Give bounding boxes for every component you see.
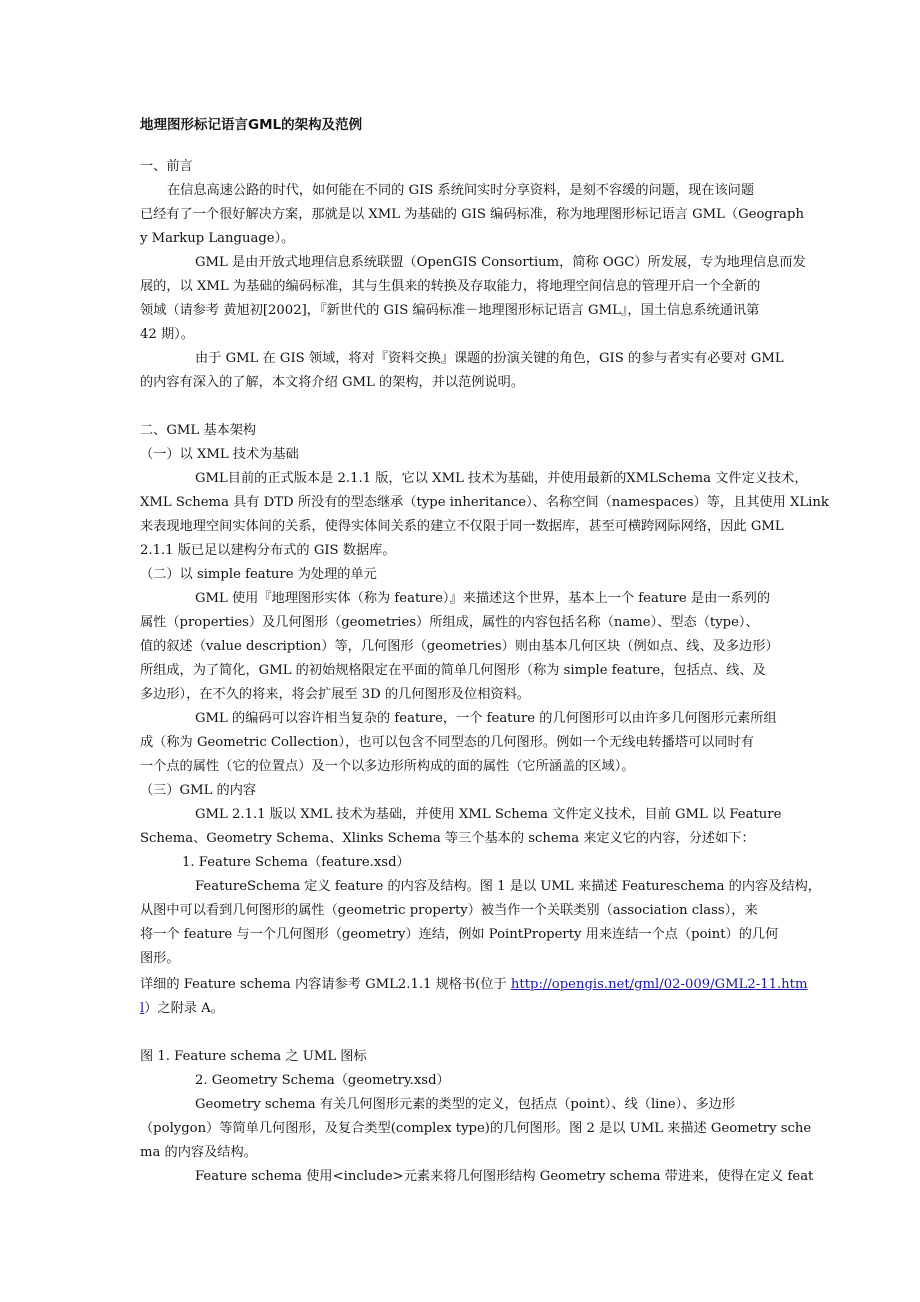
section-heading: （二）以 simple feature 为处理的单元 [140, 567, 377, 582]
paragraph-line: ma 的内容及结构。 [140, 1145, 257, 1160]
paragraph-line: 42 期）。 [140, 327, 194, 342]
paragraph-line: 从图中可以看到几何图形的属性（geometric property）被当作一个关联类别（association class），来 [140, 903, 758, 918]
paragraph-line: 图形。 [140, 951, 180, 966]
paragraph-line: 属性（properties）及几何图形（geometries）所组成，属性的内容包括名称（name）、型态（type）、 [140, 615, 759, 630]
figure-caption: 图 1. Feature schema 之 UML 图标 [140, 1049, 367, 1064]
paragraph-line: 所组成，为了简化，GML 的初始规格限定在平面的简单几何图形（称为 simple feature，包括点、线、及 [140, 663, 766, 678]
paragraph-line: GML 使用『地理图形实体（称为 feature）』来描述这个世界，基本上一个 feature 是由一系列的 [195, 591, 771, 606]
paragraph-line: Feature schema 使用<include>元素来将几何图形结构 Geometry schema 带进来，使得在定义 feat [195, 1169, 814, 1184]
paragraph-line: 由于 GML 在 GIS 领域，将对『资料交换』课题的扮演关键的角色，GIS 的参与者实有必要对 GML [195, 351, 784, 366]
section-heading: 2. Geometry Schema（geometry.xsd） [195, 1073, 450, 1088]
section-heading: （一）以 XML 技术为基础 [140, 447, 299, 462]
paragraph-line: 值的叙述（value description）等，几何图形（geometries）则由基本几何区块（例如点、线、及多边形） [140, 639, 779, 654]
document-title: 地理图形标记语言GML的架构及范例 [140, 117, 363, 133]
paragraph-line: 多边形），在不久的将来，将会扩展至 3D 的几何图形及位相资料。 [140, 687, 530, 702]
paragraph-line: 一个点的属性（它的位置点）及一个以多边形所构成的面的属性（它所涵盖的区域）。 [140, 759, 635, 774]
paragraph-line: 将一个 feature 与一个几何图形（geometry）连结，例如 PointProperty 用来连结一个点（point）的几何 [140, 927, 779, 942]
paragraph-line: y Markup Language）。 [140, 231, 295, 246]
paragraph-line: Schema、Geometry Schema、Xlinks Schema 等三个基本的 schema 来定义它的内容，分述如下： [140, 831, 755, 846]
paragraph-line: 已经有了一个很好解决方案，那就是以 XML 为基础的 GIS 编码标准，称为地理图形标记语言 GML（Geograph [140, 207, 804, 222]
paragraph-line: FeatureSchema 定义 feature 的内容及结构。图 1 是以 UML 来描述 Featureschema 的内容及结构， [195, 879, 821, 894]
paragraph-line: GML 的编码可以容许相当复杂的 feature，一个 feature 的几何图形可以由许多几何图形元素所组 [195, 711, 777, 726]
paragraph-line: GML 2.1.1 版以 XML 技术为基础，并使用 XML Schema 文件定义技术，目前 GML 以 Feature [195, 807, 782, 822]
paragraph-line: Geometry schema 有关几何图形元素的类型的定义，包括点（point）、线（line）、多边形 [195, 1097, 736, 1112]
section-heading: 一、前言 [140, 159, 193, 174]
spec-link-continued[interactable]: l [140, 1001, 145, 1016]
paragraph-line: 成（称为 Geometric Collection），也可以包含不同型态的几何图形。例如一个无线电转播塔可以同时有 [140, 735, 754, 750]
section-heading: 1. Feature Schema（feature.xsd） [182, 855, 410, 870]
paragraph-line: 的内容有深入的了解，本文将介绍 GML 的架构，并以范例说明。 [140, 375, 525, 390]
reference-text: 详细的 Feature schema 内容请参考 GML2.1.1 规格书(位于 [140, 977, 511, 992]
paragraph-line: 在信息高速公路的时代，如何能在不同的 GIS 系统间实时分享资料，是刻不容缓的问题，现在该问题 [167, 183, 755, 198]
paragraph-line: 2.1.1 版已足以建构分布式的 GIS 数据库。 [140, 543, 396, 558]
section-heading: 二、GML 基本架构 [140, 423, 257, 438]
reference-line [140, 976, 807, 994]
paragraph-line: GML目前的正式版本是 2.1.1 版，它以 XML 技术为基础，并使用最新的XMLSchema 文件定义技术， [195, 471, 808, 486]
section-heading: （三）GML 的内容 [140, 783, 257, 798]
reference-line [140, 1000, 224, 1018]
paragraph-line: 来表现地理空间实体间的关系，使得实体间关系的建立不仅限于同一数据库，甚至可横跨网际网络，因此 GML [140, 519, 784, 534]
paragraph-line: GML 是由开放式地理信息系统联盟（OpenGIS Consortium，简称 OGC）所发展，专为地理信息而发 [195, 255, 806, 270]
paragraph-line: 展的，以 XML 为基础的编码标准，其与生俱来的转换及存取能力，将地理空间信息的管理开启一个全新的 [140, 279, 761, 294]
paragraph-line: （polygon）等简单几何图形，及复合类型(complex type)的几何图形。图 2 是以 UML 来描述 Geometry sche [140, 1121, 812, 1136]
paragraph-line: XML Schema 具有 DTD 所没有的型态继承（type inheritance）、名称空间（namespaces）等，且其使用 XLink [140, 495, 829, 510]
paragraph-line: 领域（请参考 黄旭初[2002]，『新世代的 GIS 编码标准－地理图形标记语言 GML』，国土信息系统通讯第 [140, 303, 760, 318]
reference-text: ）之附录 A。 [144, 1001, 224, 1016]
spec-link[interactable]: http://opengis.net/gml/02-009/GML2-11.htm [510, 977, 808, 992]
